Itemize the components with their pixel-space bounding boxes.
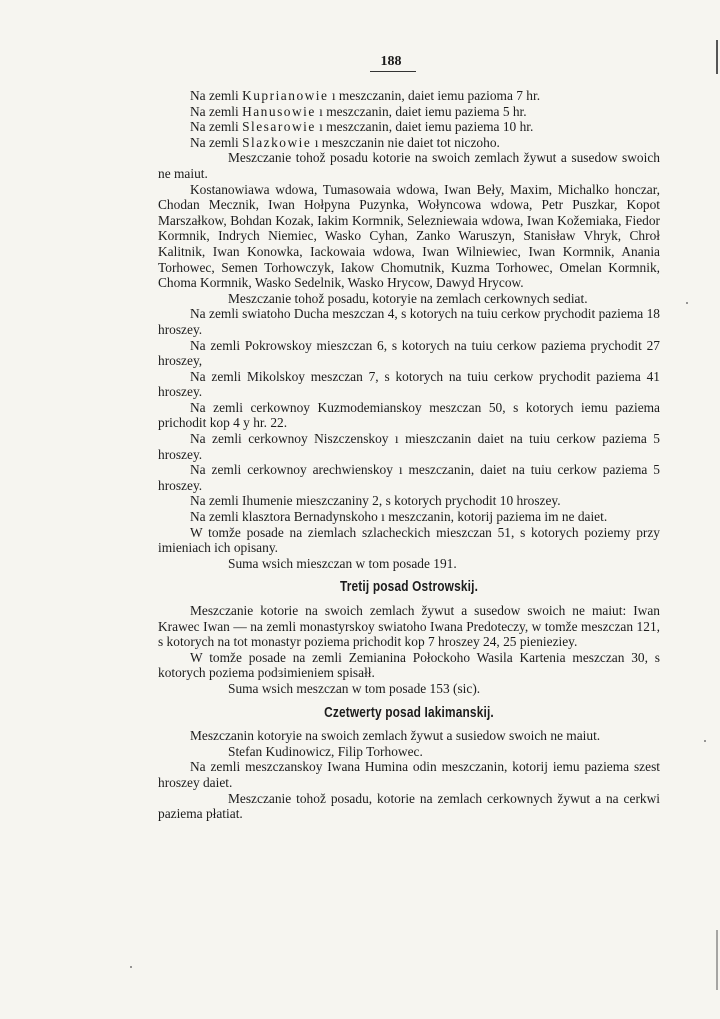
paragraph-names-list: Kostanowiawa wdowa, Tumasowaia wdowa, Iwan Beły, Maxim, Michalko honczar, Chodan Mecznik, Iwan Hołpyna Puzynka, Wołyncowa wdowa, Petr Puszkar, Kopot Marszałkow, Bohdan Kozak, Iakim Kormnik, Selezniewaia wdowa, Iwan Kožemiaka, Fiedor Kormnik, Indrych Niemiec, Wasko Cyhan, Zanko Waruszyn, Stanisław Vhryk, Chroł Kalitnik, Iwan Konowka, Iackowaia wdowa, Iwan Wilniewiec, Iwan Kormnik, Anania Torhowec, Semen Torhowczyk, Iakow Chomutnik, Kuzma Torhowec, Omelan Kormnik, Choma Kormnik, Wasko Sedelnik, Wasko Hrycow, Dawyd Hrycow. <box>158 181 660 291</box>
paragraph-iakimanskij-1: Meszczanin kotoryie na swoich zemlach žywut a susiedow swoich ne maiut. <box>190 728 601 744</box>
scan-edge-mark <box>716 40 718 74</box>
scan-speck <box>130 966 132 968</box>
paragraph-niszczenskoy: Na zemli cerkownoy Niszczenskoy ı mieszczanin daiet na tuiu cerkow paziema 5 hroszey. <box>158 431 660 462</box>
paragraph-church-land: Meszczanie tohož posadu, kotoryie na zemlach cerkownych sediat. <box>228 290 588 306</box>
paragraph-iakimanskij-2: Na zemli meszczanskoy Iwana Humina odin meszczanin, kotorij iemu paziema szest hroszey daiet. <box>158 759 660 790</box>
line-kuprianowie: Na zemli Kuprianowie ı meszczanin, daiet iemu pazioma 7 hr. <box>190 88 541 103</box>
section-heading-ostrowskij: Tretij posad Ostrowskij. <box>339 579 479 596</box>
paragraph-swiatoho-ducha: Na zemli swiatoho Ducha meszczan 4, s kotorych na tuiu cerkow prychodit paziema 18 hroszey. <box>158 306 660 337</box>
page-number: 188 <box>380 54 402 69</box>
page-number-rule <box>370 71 416 72</box>
paragraph-szlacheckich: W tomže posade na ziemlach szlacheckich mieszczan 51, s kotorych poziemy przy imieniach ich opisany. <box>158 524 660 556</box>
paragraph-ostrowskij-1: Meszczanie kotorie na swoich zemlach žywut a susedow swoich ne maiut: Iwan Krawec Iwan — na zemli monastyrskoy swiatoho Iwana Predoteczy, w tomže meszczan 121, s kotorych na tot monastyr poziema prichodit kop 7 hroszey 24, 25 pienieziey. <box>158 603 660 650</box>
scan-edge-mark <box>716 930 718 990</box>
paragraph-bernadynskoho: Na zemli klasztora Bernadynskoho ı meszczanin, kotorij paziema im ne daiet. <box>190 509 608 525</box>
paragraph-ostrowskij-2: W tomže posade na zemli Zemianina Połockoho Wasila Kartenia meszczan 30, s kotorych poziema podɜimieniem spisałł. <box>158 649 660 681</box>
paragraph-iakimanskij-3: Meszczanie tohož posadu, kotorie na zemlach cerkownych žywut a na cerkwi paziema płatiat. <box>158 790 660 822</box>
line-slesarowie: Na zemli Slesarowie ı meszczanin, daiet iemu paziema 10 hr. <box>190 119 534 135</box>
scan-speck <box>704 740 706 742</box>
paragraph-meszczanie-own-land: Meszczanie tohož posadu kotorie na swoich zemlach žywut a susedow swoich ne maiut. <box>158 150 660 181</box>
scan-speck <box>686 302 688 304</box>
suma-191: Suma wsich mieszczan w tom posade 191. <box>228 555 457 571</box>
paragraph-arechwienskoy: Na zemli cerkownoy arechwienskoy ı meszczanin, daiet na tuiu cerkow paziema 5 hroszey. <box>158 462 660 493</box>
paragraph-ihumenie: Na zemli Ihumenie mieszczaniny 2, s kotorych prychodit 10 hroszey. <box>190 493 561 509</box>
line-slazkowie: Na zemli Slazkowie ı meszczanin nie daiet tot niczoho. <box>190 134 500 150</box>
page-body <box>158 88 660 822</box>
suma-153: Suma wsich meszczan w tom posade 153 (sic). <box>228 680 481 696</box>
line-hanusowie: Na zemli Hanusowie ı meszczanin, daiet iemu paziema 5 hr. <box>190 103 527 119</box>
paragraph-mikolskoy: Na zemli Mikolskoy meszczan 7, s kotorych na tuiu cerkow prychodit paziema 41 hroszey. <box>158 368 660 400</box>
paragraph-pokrowskoy: Na zemli Pokrowskoy mieszczan 6, s kotorych na tuiu cerkow paziema prychodit 27 hroszey, <box>158 337 660 369</box>
paragraph-iakimanskij-names: Stefan Kudinowicz, Filip Torhowec. <box>228 743 423 759</box>
section-heading-iakimanskij: Czetwerty posad Iakimanskij. <box>324 704 494 721</box>
paragraph-kuzmodemianskoy: Na zemli cerkownoy Kuzmodemianskoy meszczan 50, s kotorych iemu paziema prichodit kop 4 y hr. 22. <box>158 399 660 431</box>
